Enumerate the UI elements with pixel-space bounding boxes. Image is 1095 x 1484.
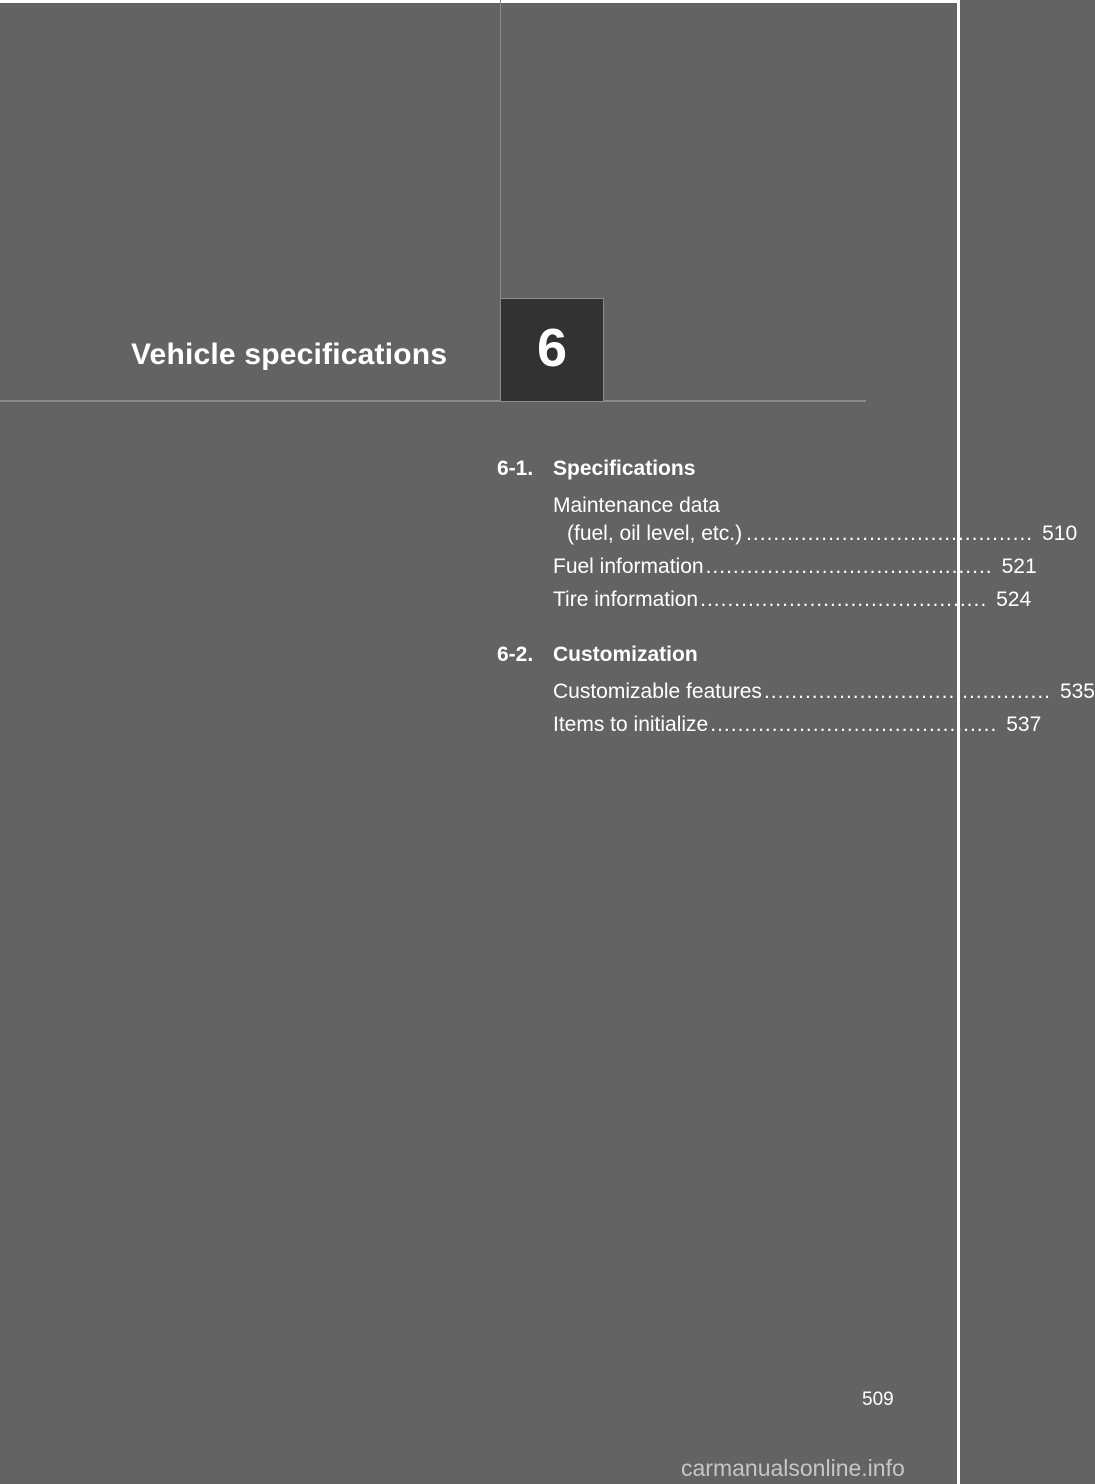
chapter-title: Vehicle specifications xyxy=(131,338,448,371)
section-title: Specifications xyxy=(553,456,696,480)
entry-page: 521 xyxy=(1001,555,1037,578)
toc-entry-items-to-initialize[interactable] xyxy=(497,704,1042,737)
dot-leader: .......................................... xyxy=(763,680,1051,703)
entry-label: Tire information xyxy=(553,588,699,611)
vertical-rule xyxy=(500,0,501,300)
table-of-contents xyxy=(497,452,1095,763)
dot-leader: .......................................... xyxy=(710,713,998,736)
entry-label: Fuel information xyxy=(553,555,704,578)
chapter-tab xyxy=(500,298,604,401)
entry-label: Customizable features xyxy=(553,680,762,703)
toc-entry-customizable-features[interactable] xyxy=(497,671,1095,704)
section-number: 6-1. xyxy=(497,456,534,480)
toc-entry-fuel-information[interactable] xyxy=(497,546,1037,579)
section-title: Customization xyxy=(553,642,698,666)
entry-page: 537 xyxy=(1006,713,1042,736)
toc-entry-maintenance-data[interactable] xyxy=(497,485,1078,546)
entry-label: Maintenance data xyxy=(553,494,720,517)
dot-leader: .......................................... xyxy=(700,588,988,611)
frame-top-edge xyxy=(0,0,960,3)
dot-leader: .......................................... xyxy=(746,522,1034,545)
entry-page: 535 xyxy=(1059,680,1095,703)
toc-section-specifications xyxy=(497,452,1078,612)
toc-entry-tire-information[interactable] xyxy=(497,579,1032,612)
entry-page: 524 xyxy=(996,588,1032,611)
toc-section-customization xyxy=(497,638,1095,737)
watermark: carmanualsonline.info xyxy=(681,1455,905,1481)
frame-right-edge xyxy=(957,0,960,1484)
horizontal-rule xyxy=(0,400,866,402)
dot-leader: .......................................... xyxy=(705,555,993,578)
entry-page: 510 xyxy=(1042,522,1078,545)
section-number: 6-2. xyxy=(497,642,534,666)
section-heading[interactable] xyxy=(497,452,869,485)
page-number: 509 xyxy=(862,1389,894,1410)
section-heading[interactable] xyxy=(497,638,869,671)
entry-label: Items to initialize xyxy=(553,713,709,736)
entry-label-continued: (fuel, oil level, etc.) xyxy=(567,522,743,545)
chapter-number: 6 xyxy=(536,318,568,378)
